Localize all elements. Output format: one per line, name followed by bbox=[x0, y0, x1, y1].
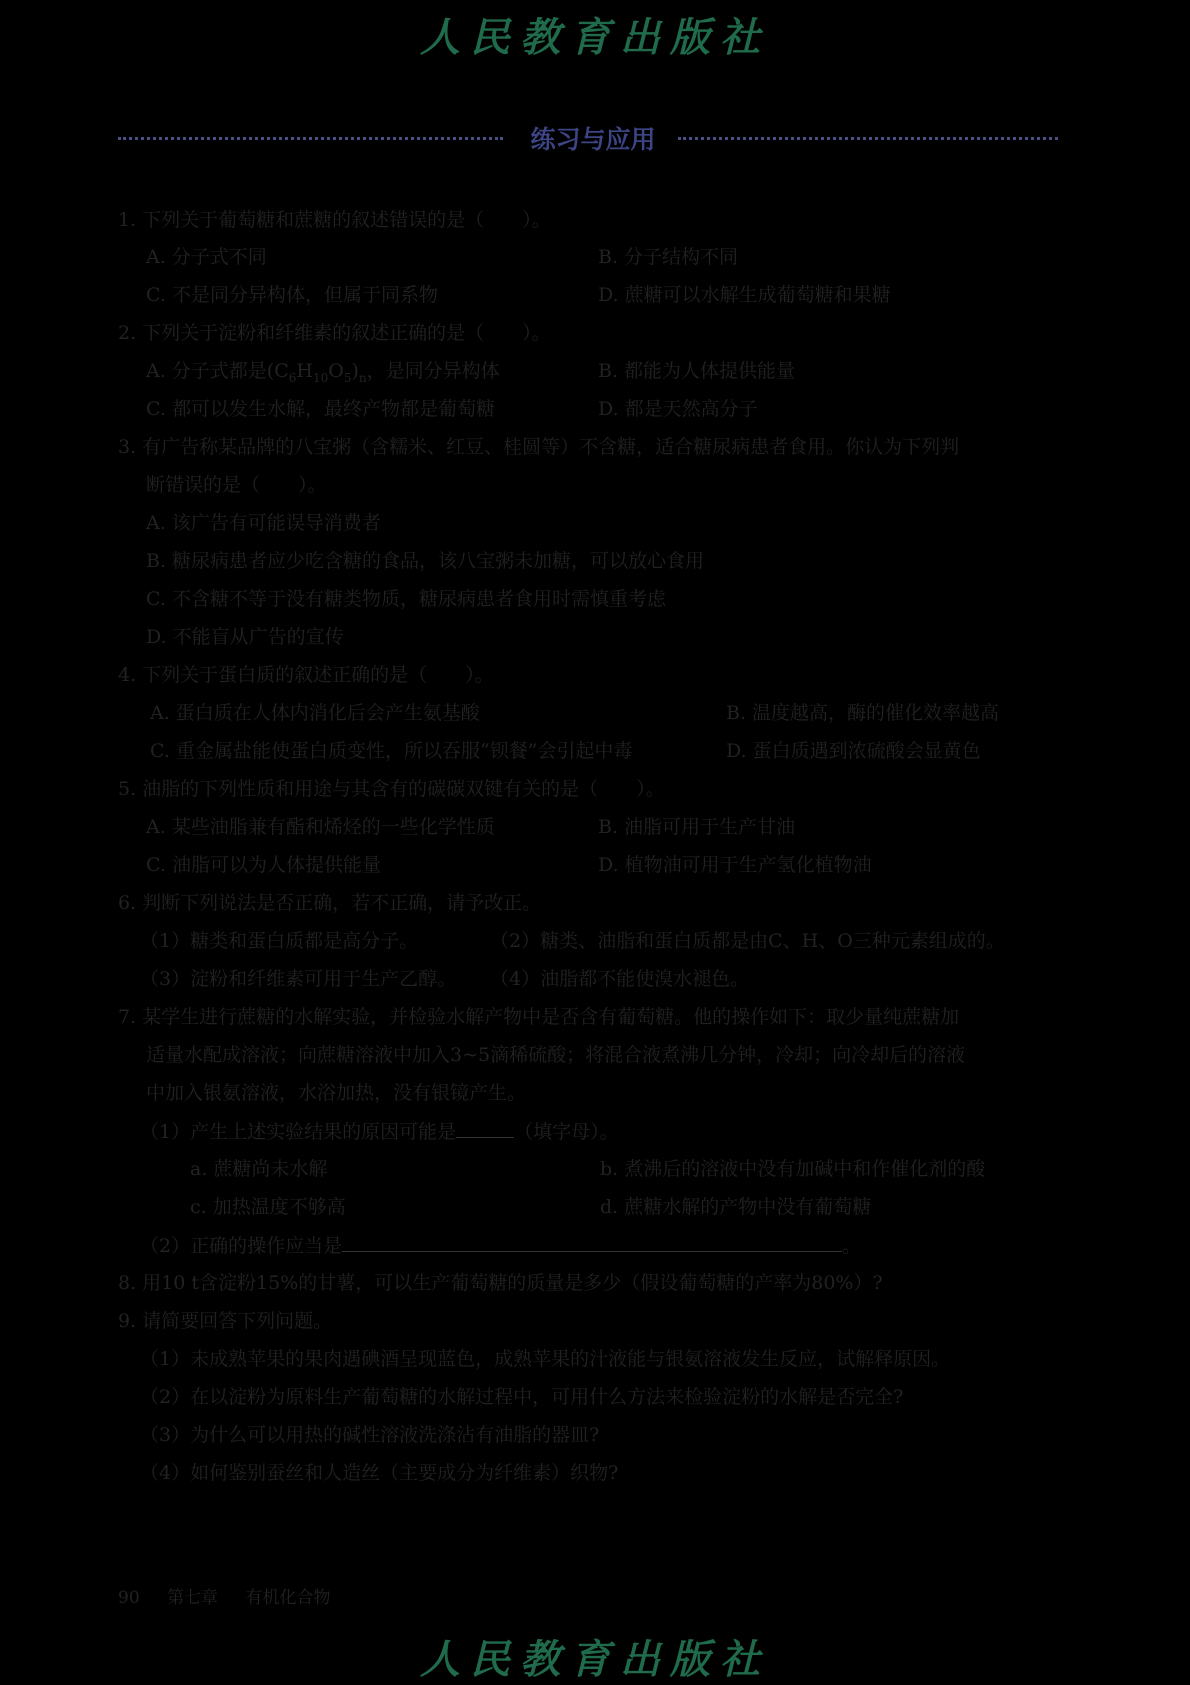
q7-part-2-end: 。 bbox=[842, 1235, 862, 1257]
q3-option-b: B. 糖尿病患者应少吃含糖的食品，该八宝粥未加糖，可以放心食用 bbox=[146, 550, 705, 572]
q2-stem: 2. 下列关于淀粉和纤维素的叙述正确的是（ ）。 bbox=[118, 322, 551, 344]
q6-part-4: （4）油脂都不能使溴水褪色。 bbox=[490, 968, 750, 990]
q2-a-sub-1: 6 bbox=[288, 370, 297, 385]
q3-option-c: C. 不含糖不等于没有糖类物质，糖尿病患者食用时需慎重考虑 bbox=[146, 588, 666, 610]
q9-part-3: （3）为什么可以用热的碱性溶液洗涤沾有油脂的器皿? bbox=[140, 1424, 600, 1446]
q4-option-c: C. 重金属盐能使蛋白质变性，所以吞服“钡餐”会引起中毒 bbox=[150, 740, 633, 762]
q2-a-text-5: ，是同分异构体 bbox=[366, 360, 500, 382]
page-number: 90 bbox=[118, 1588, 140, 1608]
q2-a-sub-3: 5 bbox=[343, 370, 352, 385]
q1-option-d: D. 蔗糖可以水解生成葡萄糖和果糖 bbox=[598, 284, 891, 306]
q9-stem: 9. 请简要回答下列问题。 bbox=[118, 1310, 333, 1332]
q2-a-text-4: ) bbox=[351, 360, 359, 382]
q1-option-b: B. 分子结构不同 bbox=[598, 246, 739, 268]
q3-option-a: A. 该广告有可能误导消费者 bbox=[146, 512, 381, 534]
q2-a-text-1: A. 分子式都是(C bbox=[146, 360, 289, 382]
q3-stem-line-1: 3. 有广告称某品牌的八宝粥（含糯米、红豆、桂圆等）不含糖，适合糖尿病患者食用。你认为下列判 bbox=[118, 436, 960, 458]
chapter-label: 第七章 bbox=[167, 1588, 219, 1608]
q8-stem: 8. 用10 t含淀粉15%的甘薯，可以生产葡萄糖的质量是多少（假设葡萄糖的产率为80%）? bbox=[118, 1272, 883, 1294]
q2-a-text-2: H bbox=[296, 360, 313, 382]
q2-a-text-3: O bbox=[328, 360, 344, 382]
q1-stem: 1. 下列关于葡萄糖和蔗糖的叙述错误的是（ ）。 bbox=[118, 209, 551, 231]
q9-part-1: （1）未成熟苹果的果肉遇碘酒呈现蓝色，成熟苹果的汁液能与银氨溶液发生反应，试解释原因。 bbox=[140, 1348, 951, 1370]
q7-option-b: b. 煮沸后的溶液中没有加碱中和作催化剂的酸 bbox=[600, 1158, 986, 1180]
q2-a-sub-4: n bbox=[358, 370, 367, 385]
q5-option-c: C. 油脂可以为人体提供能量 bbox=[146, 854, 381, 876]
q7-part-1 bbox=[140, 1119, 619, 1144]
dotted-rule-right bbox=[678, 137, 1058, 140]
q9-part-4: （4）如何鉴别蚕丝和人造丝（主要成分为纤维素）织物? bbox=[140, 1462, 619, 1484]
q5-option-b: B. 油脂可用于生产甘油 bbox=[598, 816, 796, 838]
q2-a-sub-2: 10 bbox=[312, 370, 329, 385]
page-footer bbox=[118, 1583, 352, 1608]
q7-part-2 bbox=[140, 1233, 861, 1258]
q6-stem: 6. 判断下列说法是否正确，若不正确，请予改正。 bbox=[118, 892, 542, 914]
chapter-title: 有机化合物 bbox=[245, 1588, 331, 1608]
q7-stem-line-3: 中加入银氨溶液，水浴加热，没有银镜产生。 bbox=[146, 1082, 527, 1104]
q5-option-a: A. 某些油脂兼有酯和烯烃的一些化学性质 bbox=[146, 816, 495, 838]
q2-option-c: C. 都可以发生水解，最终产物都是葡萄糖 bbox=[146, 398, 495, 420]
q4-stem: 4. 下列关于蛋白质的叙述正确的是（ ）。 bbox=[118, 664, 494, 686]
q2-option-a bbox=[146, 359, 500, 390]
q1-option-c: C. 不是同分异构体，但属于同系物 bbox=[146, 284, 438, 306]
section-title: 练习与应用 bbox=[530, 125, 656, 154]
q6-part-2: （2）糖类、油脂和蛋白质都是由C、H、O三种元素组成的。 bbox=[490, 930, 1005, 952]
q5-option-d: D. 植物油可用于生产氢化植物油 bbox=[598, 854, 872, 876]
section-header bbox=[118, 120, 1058, 156]
q7-part-1-hint: （填字母）。 bbox=[514, 1121, 619, 1143]
q9-part-2: （2）在以淀粉为原料生产葡萄糖的水解过程中，可用什么方法来检验淀粉的水解是否完全? bbox=[140, 1386, 904, 1408]
q7-part-1-text: （1）产生上述实验结果的原因可能是 bbox=[140, 1121, 457, 1143]
q2-option-b: B. 都能为人体提供能量 bbox=[598, 360, 796, 382]
q5-stem: 5. 油脂的下列性质和用途与其含有的碳碳双键有关的是（ ）。 bbox=[118, 778, 665, 800]
q4-option-d: D. 蛋白质遇到浓硫酸会显黄色 bbox=[726, 740, 981, 762]
q2-option-d: D. 都是天然高分子 bbox=[598, 398, 758, 420]
q6-part-1: （1）糖类和蛋白质都是高分子。 bbox=[140, 930, 419, 952]
q7-stem-line-2: 适量水配成溶液；向蔗糖溶液中加入3~5滴稀硫酸；将混合液煮沸几分钟，冷却；向冷却后的溶液 bbox=[146, 1044, 966, 1066]
q7-option-c: c. 加热温度不够高 bbox=[190, 1196, 346, 1218]
publisher-logo-bottom: 人民教育出版社 bbox=[420, 1636, 770, 1683]
q7-option-d: d. 蔗糖水解的产物中没有葡萄糖 bbox=[600, 1196, 872, 1218]
q7-option-a: a. 蔗糖尚未水解 bbox=[190, 1158, 328, 1180]
q4-option-a: A. 蛋白质在人体内消化后会产生氨基酸 bbox=[150, 702, 480, 724]
q4-option-b: B. 温度越高，酶的催化效率越高 bbox=[726, 702, 1000, 724]
publisher-logo-top: 人民教育出版社 bbox=[420, 14, 770, 61]
q1-option-a: A. 分子式不同 bbox=[146, 246, 267, 268]
q7-part-2-text: （2）正确的操作应当是 bbox=[140, 1235, 343, 1257]
q3-option-d: D. 不能盲从广告的宣传 bbox=[146, 626, 344, 648]
q7-part-1-blank[interactable] bbox=[456, 1119, 514, 1138]
q3-stem-line-2: 断错误的是（ ）。 bbox=[146, 474, 327, 496]
q6-part-3: （3）淀粉和纤维素可用于生产乙醇。 bbox=[140, 968, 457, 990]
dotted-rule-left bbox=[118, 137, 503, 140]
q7-part-2-blank[interactable] bbox=[342, 1233, 842, 1252]
q7-stem-line-1: 7. 某学生进行蔗糖的水解实验，并检验水解产物中是否含有葡萄糖。他的操作如下：取少量纯蔗糖加 bbox=[118, 1006, 960, 1028]
